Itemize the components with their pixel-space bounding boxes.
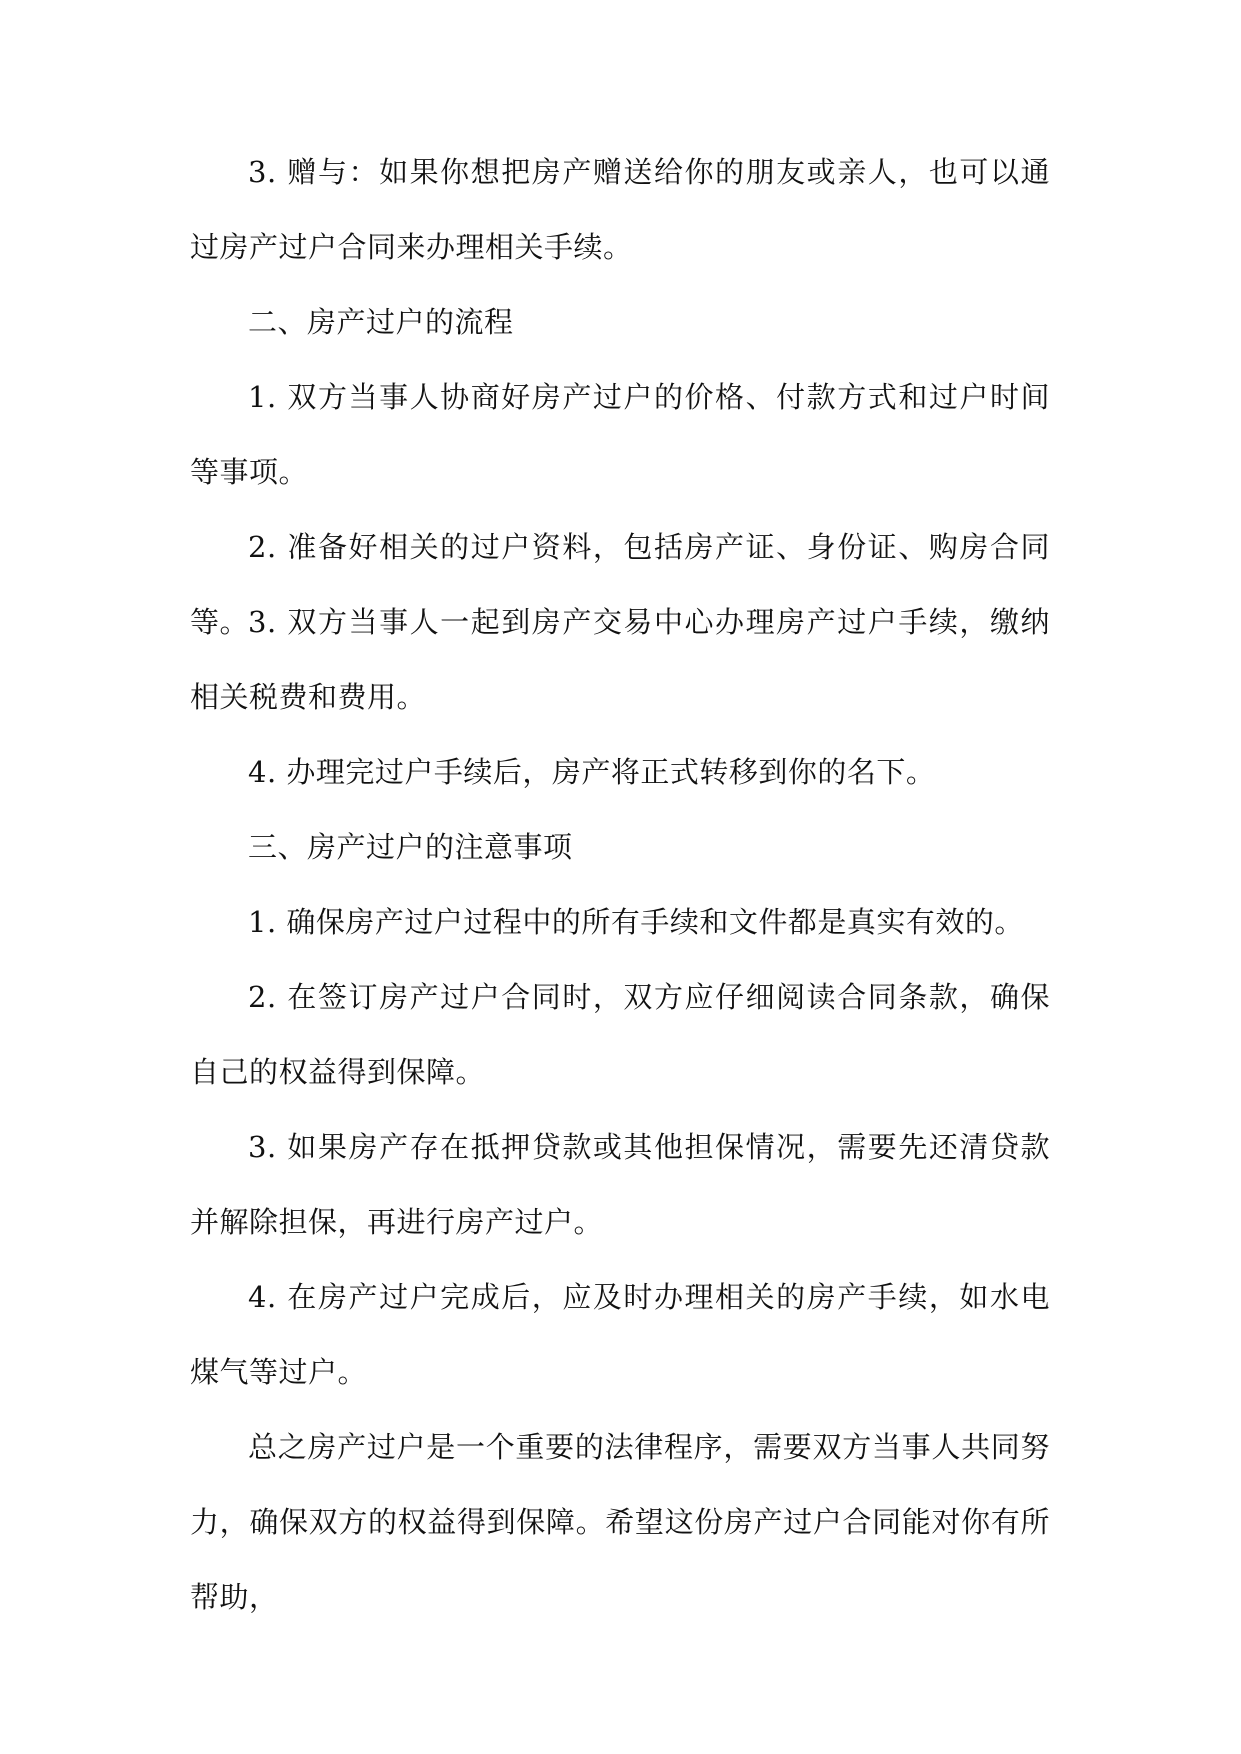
paragraph-process-4: 4. 办理完过户手续后，房产将正式转移到你的名下。	[248, 755, 936, 789]
paragraph-conclusion: 总之房产过户是一个重要的法律程序，需要双方当事人共同努力，确保双方的权益得到保障。希望这份房产过户合同能对你有所帮助，	[190, 1430, 1050, 1614]
section-heading-notes: 三、房产过户的注意事项	[248, 830, 573, 864]
paragraph-notes-1: 1. 确保房产过户过程中的所有手续和文件都是真实有效的。	[248, 905, 1024, 939]
paragraph-process-1: 1. 双方当事人协商好房产过户的价格、付款方式和过户时间等事项。	[190, 380, 1050, 489]
paragraph-notes-2: 2. 在签订房产过户合同时，双方应仔细阅读合同条款，确保自己的权益得到保障。	[190, 980, 1050, 1089]
paragraph-notes-3: 3. 如果房产存在抵押贷款或其他担保情况，需要先还清贷款并解除担保，再进行房产过户。	[190, 1130, 1050, 1239]
paragraph-notes-4: 4. 在房产过户完成后，应及时办理相关的房产手续，如水电煤气等过户。	[190, 1280, 1050, 1389]
section-heading-process: 二、房产过户的流程	[248, 305, 514, 339]
paragraph-gift: 3. 赠与：如果你想把房产赠送给你的朋友或亲人，也可以通过房产过户合同来办理相关手续。	[190, 155, 1050, 264]
paragraph-process-2: 2. 准备好相关的过户资料，包括房产证、身份证、购房合同等。	[190, 530, 1050, 639]
paragraph-process-3: 3. 双方当事人一起到房产交易中心办理房产过户手续，缴纳相关税费和费用。	[190, 605, 1050, 714]
